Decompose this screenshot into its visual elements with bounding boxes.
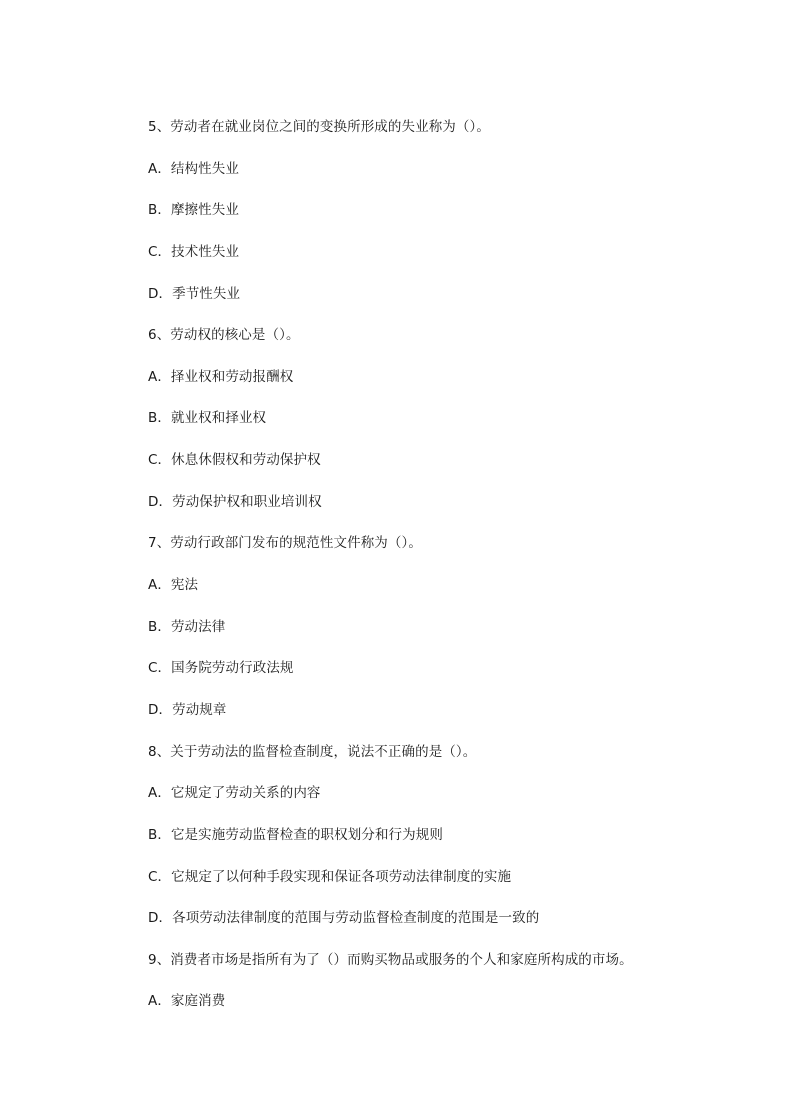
answer-option: D．劳动规章 bbox=[148, 701, 227, 718]
question-stem: 7、劳动行政部门发布的规范性文件称为（）。 bbox=[148, 535, 422, 552]
answer-option: D．各项劳动法律制度的范围与劳动监督检查制度的范围是一致的 bbox=[148, 910, 540, 927]
question-stem: 9、消费者市场是指所有为了（）而购买物品或服务的个人和家庭所构成的市场。 bbox=[148, 951, 633, 968]
answer-option: B．它是实施劳动监督检查的职权划分和行为规则 bbox=[148, 826, 443, 843]
answer-option: C．它规定了以何种手段实现和保证各项劳动法律制度的实施 bbox=[148, 868, 512, 885]
answer-option: B．劳动法律 bbox=[148, 618, 226, 635]
answer-option: C．国务院劳动行政法规 bbox=[148, 660, 294, 677]
question-list bbox=[148, 116, 748, 1032]
question-stem: 8、关于劳动法的监督检查制度，说法不正确的是（）。 bbox=[148, 743, 477, 760]
answer-option: D．季节性失业 bbox=[148, 285, 241, 302]
answer-option: A．家庭消费 bbox=[148, 993, 226, 1010]
question-stem: 5、劳动者在就业岗位之间的变换所形成的失业称为（）。 bbox=[148, 119, 490, 135]
question-stem: 6、劳动权的核心是（）。 bbox=[148, 327, 300, 344]
answer-option: D．劳动保护权和职业培训权 bbox=[148, 493, 322, 510]
answer-option: A．它规定了劳动关系的内容 bbox=[148, 785, 321, 802]
answer-option: A．择业权和劳动报酬权 bbox=[148, 368, 294, 385]
answer-option: A．结构性失业 bbox=[148, 160, 239, 177]
answer-option: C．休息休假权和劳动保护权 bbox=[148, 452, 321, 469]
answer-option: C．技术性失业 bbox=[148, 243, 240, 260]
answer-option: B．就业权和择业权 bbox=[148, 410, 267, 427]
answer-option: A．宪法 bbox=[148, 577, 199, 594]
answer-option: B．摩擦性失业 bbox=[148, 202, 239, 219]
